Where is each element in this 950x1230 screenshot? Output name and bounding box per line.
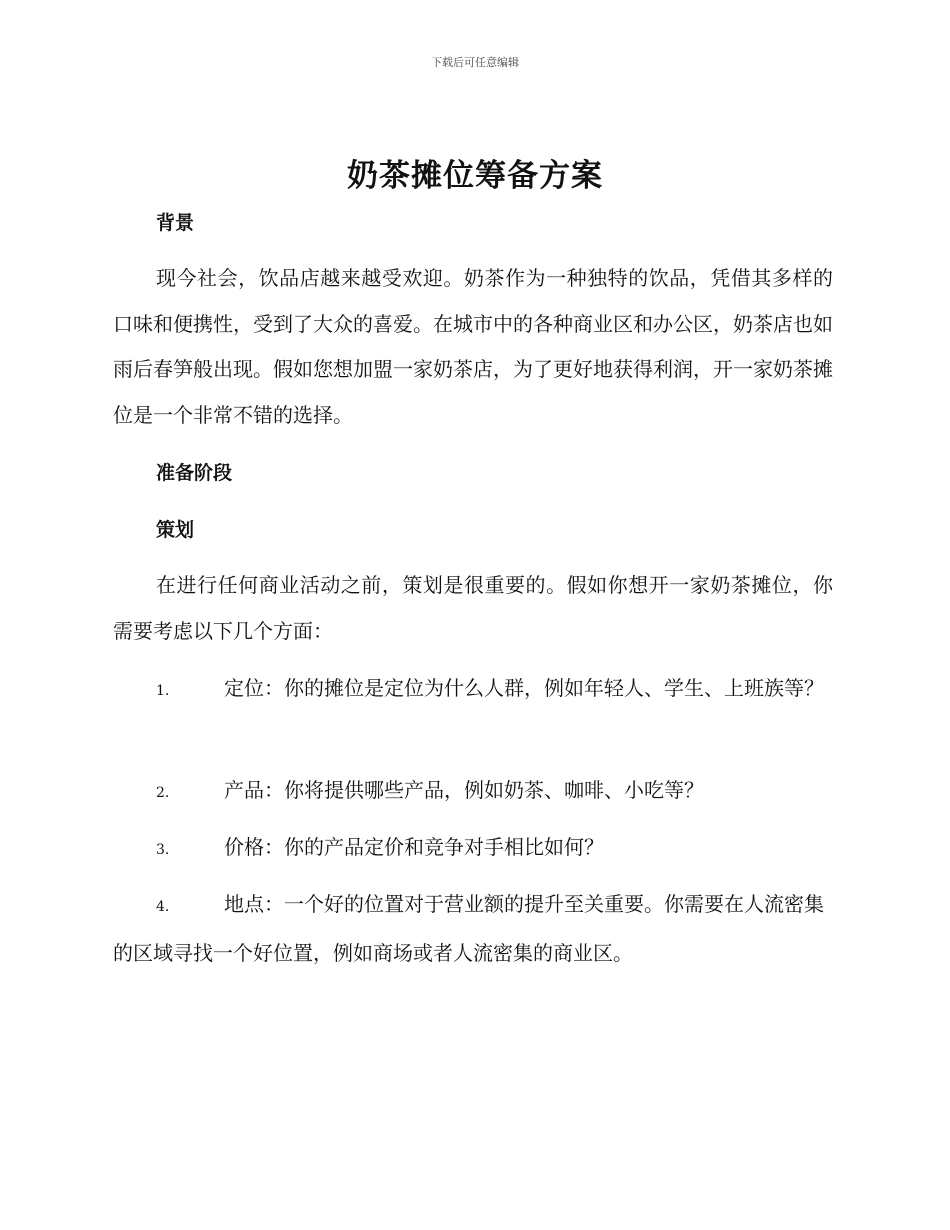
- list-item-number: 4.: [156, 899, 170, 915]
- list-item-text: 地点：一个好的位置对于营业额的提升至关重要。你需要在人流密集的区域寻找一个好位置，例如商场或者人流密集的商业区。: [113, 892, 824, 965]
- header-note: 下载后可任意编辑: [431, 56, 519, 69]
- background-paragraph: 现今社会，饮品店越来越受欢迎。奶茶作为一种独特的饮品，凭借其多样的口味和便携性，受到了大众的喜爱。在城市中的各种商业区和办公区，奶茶店也如雨后春笋般出现。假如您想加盟一家奶茶店，为了更好地获得利润，开一家奶茶摊位是一个非常不错的选择。: [113, 266, 833, 427]
- document-title: 奶茶摊位筹备方案: [347, 158, 603, 194]
- planning-intro-paragraph: 在进行任何商业活动之前，策划是很重要的。假如你想开一家奶茶摊位，你需要考虑以下几个方面：: [113, 573, 833, 643]
- list-item-text: 价格：你的产品定价和竞争对手相比如何？: [224, 835, 604, 859]
- section-heading-background: 背景: [156, 212, 195, 234]
- list-item-text: 产品：你将提供哪些产品，例如奶茶、咖啡、小吃等？: [224, 778, 704, 802]
- list-item-number: 1.: [156, 683, 170, 699]
- list-item-number: 2.: [156, 785, 170, 801]
- list-item: [113, 882, 833, 976]
- list-item-number: 3.: [156, 842, 170, 858]
- list-item-text: 定位：你的摊位是定位为什么人群，例如年轻人、学生、上班族等？: [224, 676, 824, 700]
- section-heading-planning: 策划: [156, 519, 195, 541]
- list-item: [113, 666, 833, 715]
- list-item: [113, 825, 833, 874]
- section-heading-preparation: 准备阶段: [156, 462, 233, 484]
- list-item: [113, 768, 833, 817]
